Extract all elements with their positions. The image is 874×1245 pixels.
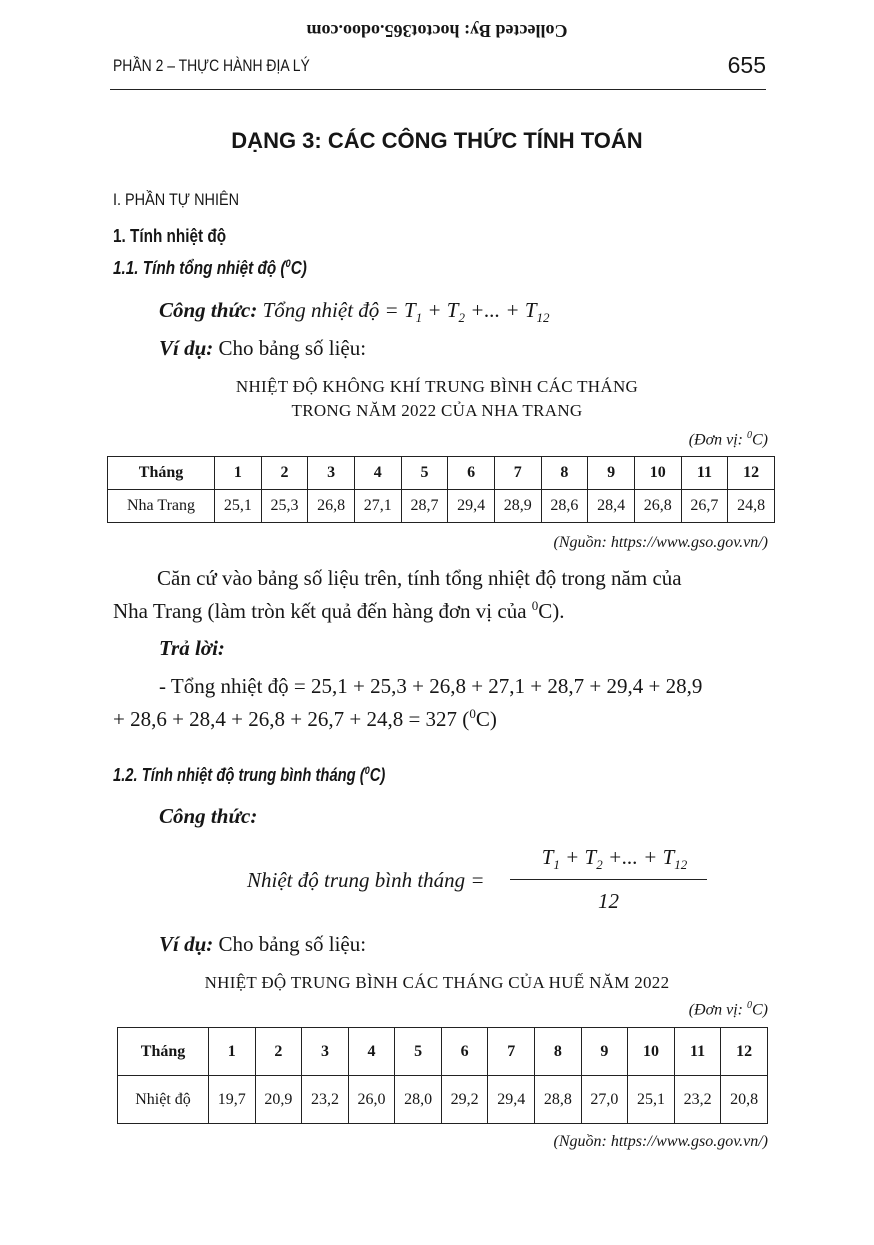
month-cell: 6 <box>448 457 495 490</box>
question-line-1: Căn cứ vào bảng số liệu trên, tính tổng nhiệt độ trong năm của <box>157 566 682 590</box>
month-cell: 12 <box>728 457 775 490</box>
value-cell: 27,0 <box>581 1076 628 1124</box>
answer-line-2: + 28,6 + 28,4 + 26,8 + 26,7 + 24,8 = 327 ($^0$C) <box>113 706 497 731</box>
month-cell: 6 <box>441 1028 488 1076</box>
month-cell: 4 <box>354 457 401 490</box>
month-cell: 1 <box>215 457 262 490</box>
source-note-2: (Nguồn: https://www.gso.gov.vn/) <box>553 1133 768 1150</box>
value-cell: 28,4 <box>588 490 635 523</box>
value-cell: 19,7 <box>209 1076 256 1124</box>
month-cell: 10 <box>628 1028 675 1076</box>
value-cell: 28,0 <box>395 1076 442 1124</box>
value-cell: 25,1 <box>628 1076 675 1124</box>
value-cell: 28,8 <box>535 1076 582 1124</box>
month-cell: 7 <box>488 1028 535 1076</box>
formula-label-1-2: Công thức: <box>159 804 258 828</box>
month-cell: 9 <box>588 457 635 490</box>
month-cell: 2 <box>255 1028 302 1076</box>
value-cell: 26,0 <box>348 1076 395 1124</box>
month-cell: 5 <box>401 457 448 490</box>
table-row-values <box>108 490 775 523</box>
row-header-nha-trang: Nha Trang <box>108 490 215 523</box>
month-cell: 5 <box>395 1028 442 1076</box>
question-line-2: Nha Trang (làm tròn kết quả đến hàng đơn vị của $^0$C). <box>113 598 565 623</box>
answer-line-1: - Tổng nhiệt độ = 25,1 + 25,3 + 26,8 + 27,1 + 28,7 + 29,4 + 28,9 <box>159 674 703 698</box>
month-cell: 9 <box>581 1028 628 1076</box>
section-heading-1: 1. Tính nhiệt độ <box>113 226 227 246</box>
value-cell: 26,8 <box>308 490 355 523</box>
example-label: Ví dụ: <box>159 932 214 956</box>
row-header-month: Tháng <box>108 457 215 490</box>
month-cell: 8 <box>541 457 588 490</box>
value-cell: 23,2 <box>674 1076 721 1124</box>
formula-label: Công thức: <box>159 298 258 322</box>
value-cell: 20,8 <box>721 1076 768 1124</box>
part-heading: I. PHẦN TỰ NHIÊN <box>113 190 240 209</box>
value-cell: 20,9 <box>255 1076 302 1124</box>
row-header-temperature: Nhiệt độ <box>118 1076 209 1124</box>
table-row-months <box>118 1028 768 1076</box>
subsection-heading-1-2: 1.2. Tính nhiệt độ trung bình tháng ($^0$C) <box>113 765 386 785</box>
value-cell: 29,2 <box>441 1076 488 1124</box>
month-cell: 4 <box>348 1028 395 1076</box>
example-label: Ví dụ: <box>159 336 214 360</box>
nha-trang-temperature-table <box>107 456 775 523</box>
value-cell: 28,7 <box>401 490 448 523</box>
formula-numerator: $T_1 + T_2$ +... + $T_{12}$ <box>541 845 688 873</box>
hue-temperature-table <box>117 1027 768 1124</box>
fraction-bar <box>510 879 707 880</box>
value-cell: 27,1 <box>354 490 401 523</box>
source-note-1: (Nguồn: https://www.gso.gov.vn/) <box>553 534 768 551</box>
unit-label-1: (Đơn vị: $^0$C) <box>688 430 768 449</box>
page-title: DẠNG 3: CÁC CÔNG THỨC TÍNH TOÁN <box>231 128 643 153</box>
month-cell: 7 <box>494 457 541 490</box>
value-cell: 29,4 <box>448 490 495 523</box>
value-cell: 29,4 <box>488 1076 535 1124</box>
watermark: Collected By: hoctot365.odoo.com <box>306 21 568 41</box>
table-row-months <box>108 457 775 490</box>
example-line-1-2: Ví dụ: Cho bảng số liệu: <box>159 932 367 956</box>
month-cell: 11 <box>681 457 728 490</box>
value-cell: 26,7 <box>681 490 728 523</box>
month-cell: 12 <box>721 1028 768 1076</box>
month-cell: 3 <box>302 1028 349 1076</box>
table-row-values <box>118 1076 768 1124</box>
month-cell: 3 <box>308 457 355 490</box>
value-cell: 28,9 <box>494 490 541 523</box>
row-header-month: Tháng <box>118 1028 209 1076</box>
formula-denominator: 12 <box>598 889 619 913</box>
month-cell: 11 <box>674 1028 721 1076</box>
example-line-1-1: Ví dụ: Cho bảng số liệu: <box>159 336 367 360</box>
month-cell: 2 <box>261 457 308 490</box>
month-cell: 10 <box>634 457 681 490</box>
value-cell: 26,8 <box>634 490 681 523</box>
value-cell: 25,1 <box>215 490 262 523</box>
table-title-1-line-1: NHIỆT ĐỘ KHÔNG KHÍ TRUNG BÌNH CÁC THÁNG <box>235 377 639 396</box>
value-cell: 24,8 <box>728 490 775 523</box>
month-cell: 8 <box>535 1028 582 1076</box>
subsection-heading-1-1: 1.1. Tính tổng nhiệt độ ($^0$C) <box>113 258 307 278</box>
running-header-section: PHẦN 2 – THỰC HÀNH ĐỊA LÝ <box>113 56 310 75</box>
header-divider <box>110 89 766 90</box>
value-cell: 25,3 <box>261 490 308 523</box>
value-cell: 23,2 <box>302 1076 349 1124</box>
value-cell: 28,6 <box>541 490 588 523</box>
table-title-2: NHIỆT ĐỘ TRUNG BÌNH CÁC THÁNG CỦA HUẾ NĂM 2022 <box>204 973 670 992</box>
table-title-1-line-2: TRONG NĂM 2022 CỦA NHA TRANG <box>291 401 583 420</box>
formula-lhs: Nhiệt độ trung bình tháng = <box>247 868 485 892</box>
month-cell: 1 <box>209 1028 256 1076</box>
formula-line-1-1 <box>159 298 550 326</box>
formula-text: Tổng nhiệt độ = $T_1 + T_2$ +... + $T_{12}$ <box>262 298 550 326</box>
answer-label: Trả lời: <box>159 636 225 660</box>
unit-label-2: (Đơn vị: $^0$C) <box>688 1000 768 1019</box>
page-number: 655 <box>727 52 766 78</box>
